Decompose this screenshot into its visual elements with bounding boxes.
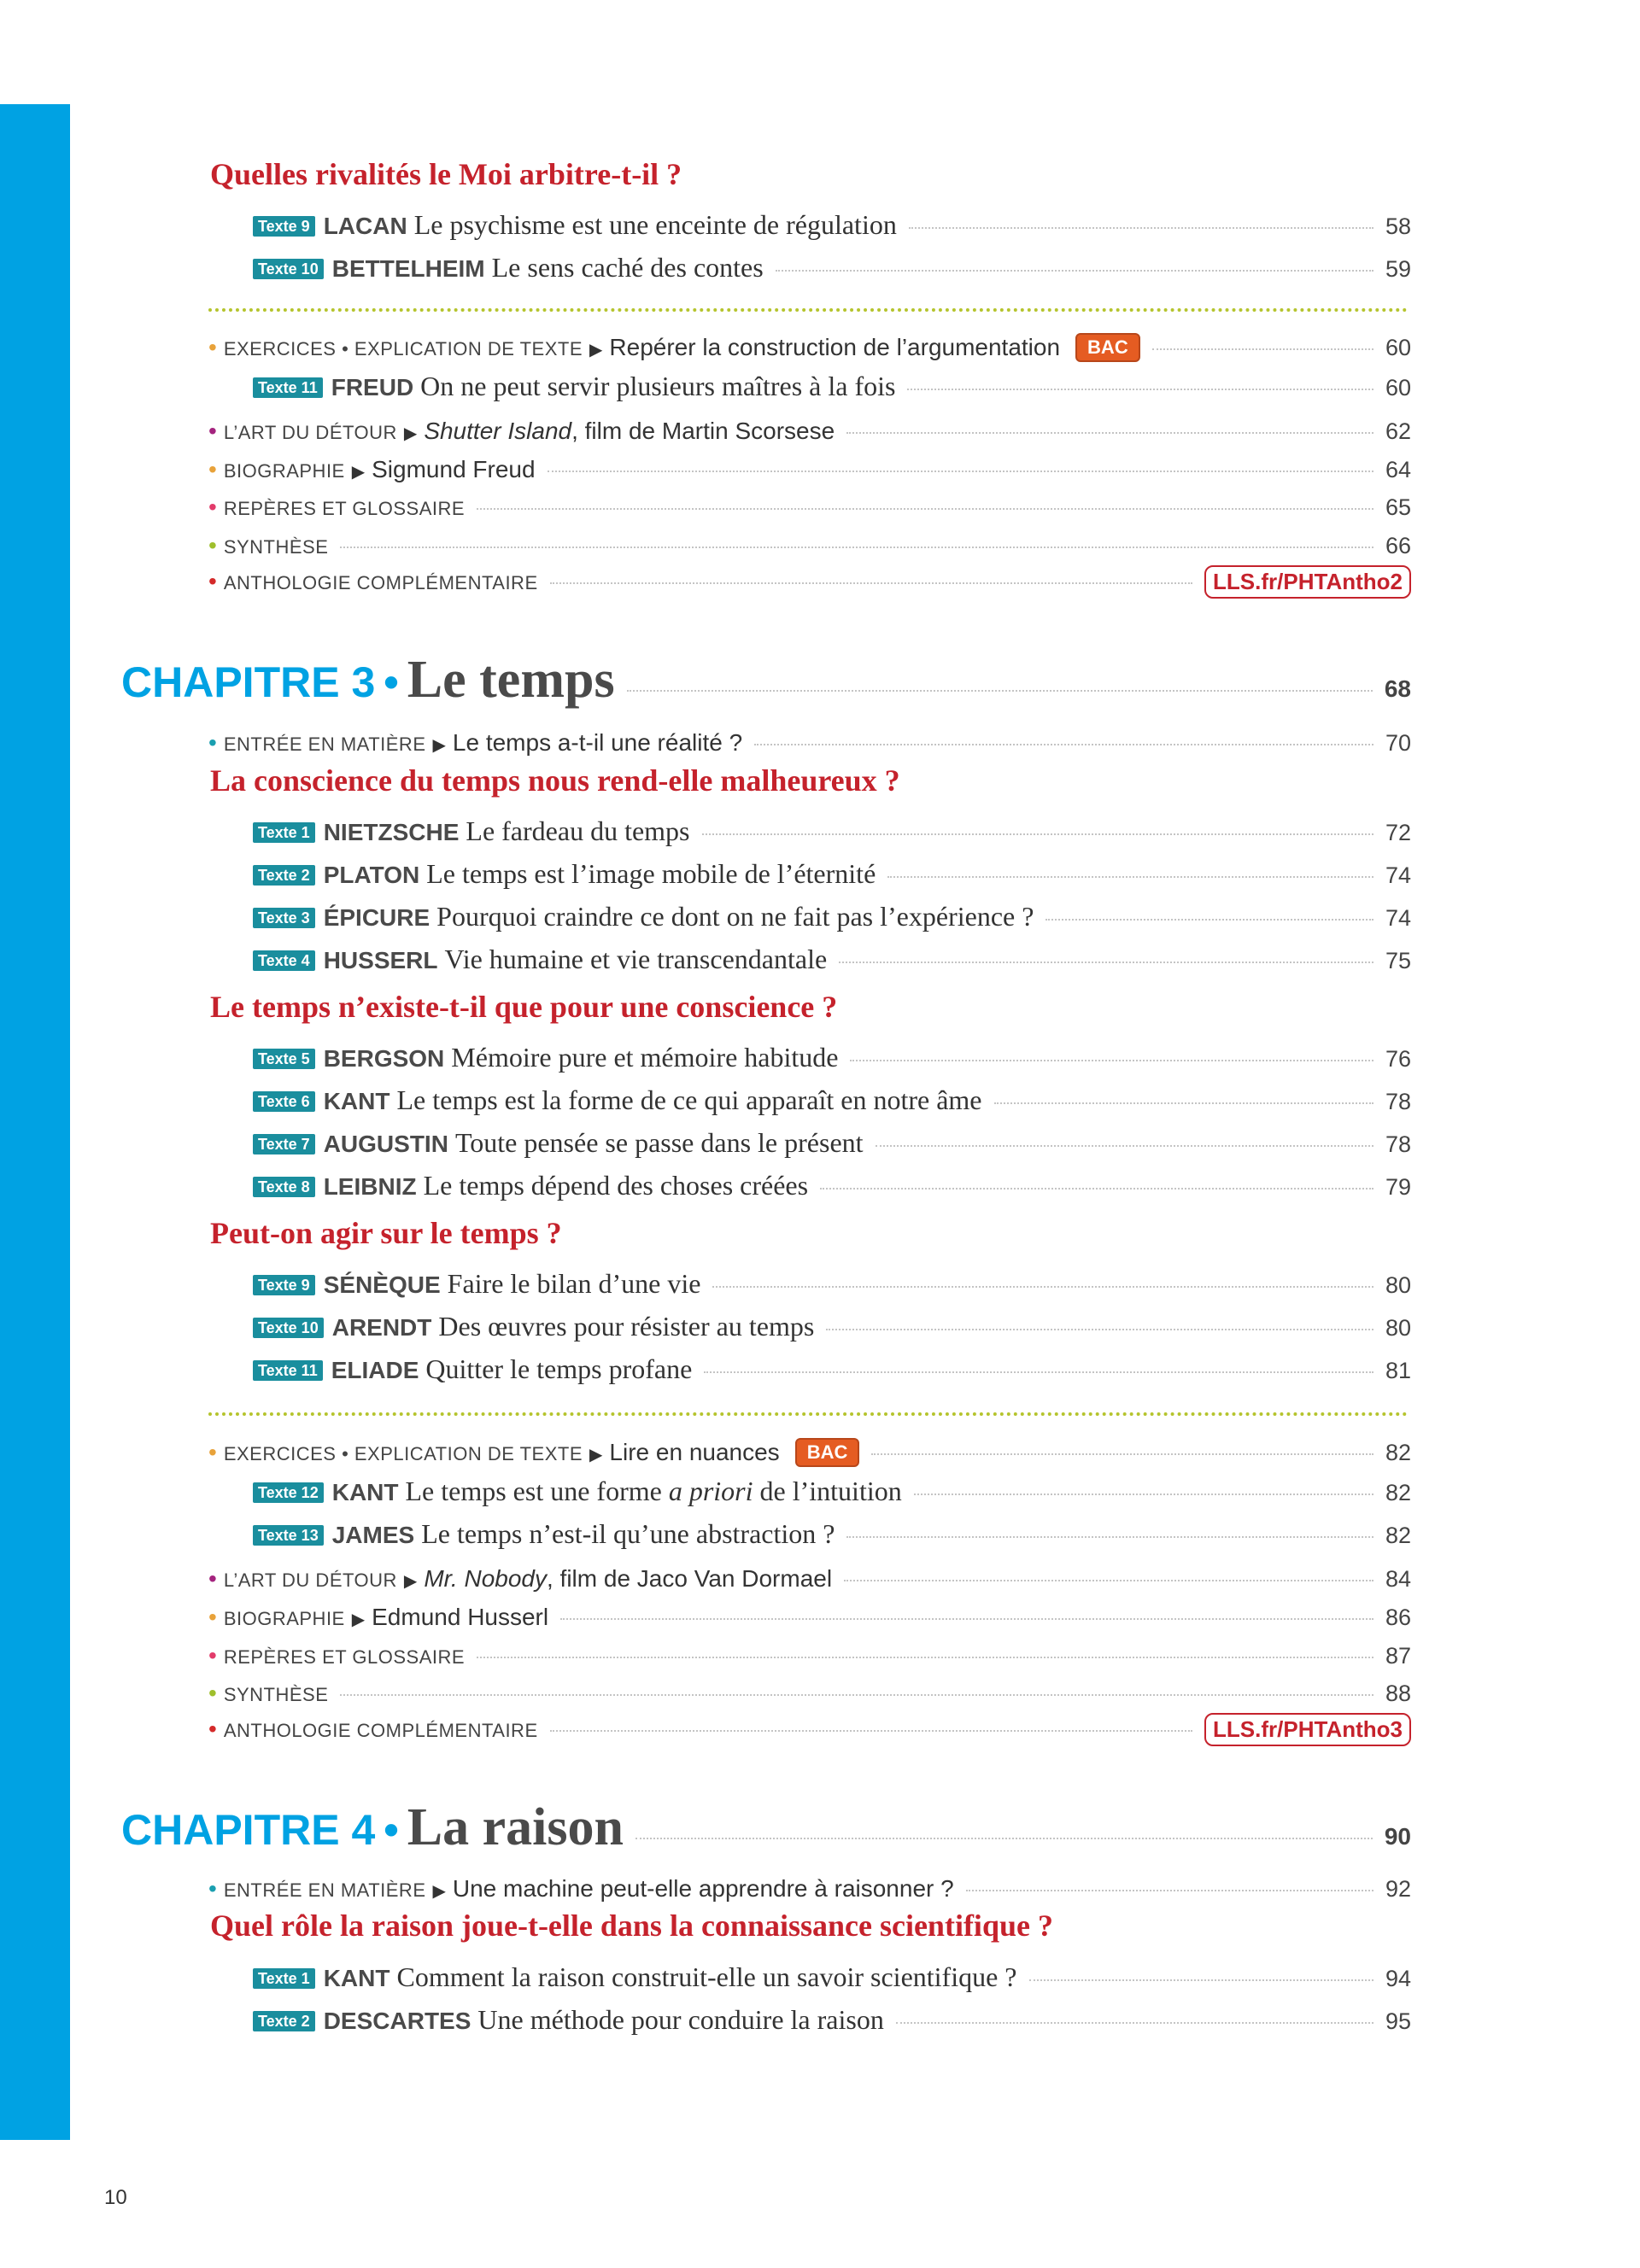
dot-leader [1152, 348, 1374, 350]
entry-desc: Repérer la construction de l’argumentation [609, 334, 1061, 360]
page-ref: 94 [1385, 1966, 1411, 1991]
text-badge: Texte 1 [253, 822, 315, 843]
entry-label: L’ART DU DÉTOUR [223, 1569, 397, 1591]
page-ref: 74 [1385, 905, 1411, 931]
author: KANT [323, 1088, 390, 1114]
toc-entry-bio[interactable] [208, 1593, 1411, 1631]
toc-entry-synthese[interactable] [208, 522, 1411, 559]
entry-label: ANTHOLOGIE COMPLÉMENTAIRE [223, 572, 538, 593]
text-badge: Texte 9 [253, 1275, 315, 1295]
toc-entry-reperes[interactable] [208, 1632, 1411, 1669]
text-badge: Texte 9 [253, 216, 315, 237]
author: PLATON [323, 862, 420, 888]
author: ÉPICURE [323, 904, 430, 931]
page-ref: 76 [1385, 1046, 1411, 1072]
entry-desc: Lire en nuances [609, 1439, 780, 1465]
text-badge: Texte 11 [253, 1360, 323, 1381]
arrow-right-icon: ▶ [589, 1446, 603, 1464]
toc-entry-reperes[interactable] [208, 483, 1411, 521]
toc-entry-bio[interactable] [208, 446, 1411, 483]
page-ref: 72 [1385, 820, 1411, 845]
text-badge: Texte 13 [253, 1525, 324, 1546]
entry-desc: Une machine peut-elle apprendre à raisonner ? [452, 1875, 954, 1902]
bullet-icon: • [208, 1680, 217, 1706]
section-separator [208, 308, 1408, 312]
author: KANT [323, 1965, 390, 1991]
toc-entry[interactable] [253, 1305, 1411, 1342]
page-ref: 65 [1385, 494, 1411, 520]
bullet-icon: • [208, 456, 217, 482]
chapter-title: Le temps [407, 651, 615, 709]
toc-entry[interactable] [253, 1164, 1411, 1201]
bullet-icon: • [208, 1565, 217, 1592]
author: KANT [331, 1479, 399, 1505]
entry-title: Pourquoi craindre ce dont on ne fait pas l’expérience ? [436, 901, 1034, 932]
film-title: Mr. Nobody [424, 1565, 547, 1592]
bullet-icon: • [208, 1716, 217, 1742]
arrow-right-icon: ▶ [351, 463, 366, 482]
left-color-band [0, 104, 70, 2140]
entry-label: ENTRÉE EN MATIÈRE [223, 1879, 426, 1901]
entry-title: de l’intuition [759, 1476, 902, 1506]
dot-leader [994, 1102, 1374, 1104]
section-separator [208, 1412, 1408, 1416]
toc-entry[interactable] [253, 1955, 1411, 1993]
bac-badge: BAC [795, 1438, 860, 1467]
dot-leader [844, 1580, 1374, 1581]
page-ref: 82 [1385, 1480, 1411, 1505]
text-badge: Texte 6 [253, 1091, 315, 1112]
arrow-right-icon: ▶ [432, 1882, 446, 1901]
page-ref: 82 [1385, 1440, 1411, 1465]
entry-desc: Le temps a-t-il une réalité ? [452, 729, 743, 756]
dot-leader [754, 744, 1374, 745]
dot-leader [548, 471, 1374, 472]
dot-leader [704, 1371, 1374, 1373]
toc-entry-anthologie[interactable] [208, 1709, 1411, 1746]
entry-title: Le psychisme est une enceinte de régulation [413, 209, 897, 240]
entry-title: Le fardeau du temps [466, 815, 690, 846]
text-badge: Texte 1 [253, 1968, 315, 1989]
toc-entry[interactable] [253, 852, 1411, 890]
entry-label: BIOGRAPHIE [223, 1608, 345, 1629]
anthologie-link[interactable]: LLS.fr/PHTAntho3 [1204, 1713, 1411, 1746]
entry-label: EXERCICES • EXPLICATION DE TEXTE [223, 1443, 583, 1464]
question-heading: Quelles rivalités le Moi arbitre-t-il ? [210, 157, 682, 191]
page-ref: 80 [1385, 1272, 1411, 1298]
entry-title: Mémoire pure et mémoire habitude [451, 1042, 839, 1073]
toc-entry-art[interactable] [208, 1555, 1411, 1593]
dot-leader [1029, 1979, 1374, 1981]
entry-desc: Edmund Husserl [372, 1604, 549, 1630]
text-badge: Texte 3 [253, 908, 315, 928]
dot-leader [702, 833, 1374, 835]
text-badge: Texte 2 [253, 2011, 315, 2031]
page-ref: 74 [1385, 862, 1411, 888]
dot-leader [477, 1657, 1374, 1658]
entry-title: Le temps est la forme de ce qui apparaît en notre âme [396, 1084, 982, 1115]
text-badge: Texte 8 [253, 1177, 315, 1197]
question-heading: Peut-on agir sur le temps ? [210, 1216, 562, 1250]
chapter-title: La raison [407, 1798, 624, 1856]
toc-entry-anthologie[interactable] [208, 561, 1411, 599]
toc-entry-synthese[interactable] [208, 1669, 1411, 1707]
page-ref: 95 [1385, 2008, 1411, 2034]
chapter-dot: • [384, 658, 399, 706]
arrow-right-icon: ▶ [432, 736, 446, 755]
toc-entry-entree[interactable] [208, 1865, 1411, 1903]
entry-title: Le sens caché des contes [491, 252, 764, 283]
entry-label: EXERCICES • EXPLICATION DE TEXTE [223, 338, 583, 359]
author: LACAN [323, 213, 407, 239]
bullet-icon: • [208, 418, 217, 444]
entry-label: L’ART DU DÉTOUR [223, 422, 397, 443]
dot-leader [550, 1730, 1192, 1732]
toc-entry[interactable] [253, 1512, 1411, 1550]
author: AUGUSTIN [323, 1131, 448, 1157]
author: BERGSON [323, 1045, 445, 1072]
bullet-icon: • [208, 729, 217, 756]
author: FREUD [331, 374, 414, 400]
toc-entry[interactable] [253, 1998, 1411, 2036]
text-badge: Texte 5 [253, 1049, 315, 1069]
bullet-icon: • [208, 494, 217, 520]
dot-leader [896, 2022, 1374, 2024]
bullet-icon: • [208, 568, 217, 594]
toc-entry[interactable] [253, 1347, 1411, 1385]
author: JAMES [331, 1522, 415, 1548]
dot-leader [820, 1188, 1374, 1190]
bullet-icon: • [208, 532, 217, 558]
dot-leader [850, 1060, 1374, 1061]
entry-desc: Sigmund Freud [372, 456, 536, 482]
entry-label: ANTHOLOGIE COMPLÉMENTAIRE [223, 1720, 538, 1741]
toc-entry[interactable] [253, 246, 1411, 284]
entry-title: Vie humaine et vie transcendantale [444, 944, 828, 974]
entry-title: Le temps est une forme [405, 1476, 662, 1506]
dot-leader [627, 690, 1373, 692]
entry-label: BIOGRAPHIE [223, 460, 345, 482]
toc-entry[interactable] [253, 1121, 1411, 1159]
dot-leader [712, 1286, 1374, 1288]
bullet-icon: • [208, 1604, 217, 1630]
page-ref: 59 [1385, 256, 1411, 282]
author: NIETZSCHE [323, 819, 460, 845]
dot-leader [846, 1536, 1373, 1538]
anthologie-link[interactable]: LLS.fr/PHTAntho2 [1204, 565, 1411, 599]
page-ref: 78 [1385, 1089, 1411, 1114]
arrow-right-icon: ▶ [351, 1610, 366, 1629]
dot-leader [776, 270, 1374, 272]
entry-title: Comment la raison construit-elle un savoir scientifique ? [396, 1961, 1017, 1992]
toc-entry-exercices[interactable] [208, 1431, 1411, 1469]
question-heading: Quel rôle la raison joue-t-elle dans la connaissance scientifique ? [210, 1909, 1053, 1943]
page-ref: 64 [1385, 457, 1411, 482]
entry-label: SYNTHÈSE [223, 536, 329, 558]
toc-entry[interactable] [253, 810, 1411, 847]
bullet-icon: • [208, 1642, 217, 1669]
page-ref: 86 [1385, 1605, 1411, 1630]
page-ref: 84 [1385, 1566, 1411, 1592]
author: SÉNÈQUE [323, 1271, 441, 1298]
entry-title: Le temps dépend des choses créées [423, 1170, 809, 1201]
page-ref: 75 [1385, 948, 1411, 973]
entry-label: SYNTHÈSE [223, 1684, 329, 1705]
chapter-label: CHAPITRE 3 [121, 658, 376, 706]
dot-leader [887, 876, 1374, 878]
arrow-right-icon: ▶ [589, 341, 603, 359]
chapter-label: CHAPITRE 4 [121, 1806, 376, 1854]
page-ref: 81 [1385, 1358, 1411, 1383]
toc-entry[interactable] [253, 895, 1411, 932]
toc-entry-entree[interactable] [208, 719, 1411, 757]
dot-leader [340, 547, 1374, 548]
arrow-right-icon: ▶ [403, 424, 418, 443]
toc-entry-art[interactable] [208, 407, 1411, 445]
question-heading: La conscience du temps nous rend-elle malheureux ? [210, 763, 900, 798]
dot-leader [340, 1694, 1374, 1696]
page-number: 10 [104, 2186, 127, 2209]
entry-label: REPÈRES ET GLOSSAIRE [223, 1646, 466, 1668]
entry-title: Quitter le temps profane [425, 1353, 693, 1384]
dot-leader [914, 1493, 1374, 1495]
dot-leader [876, 1145, 1374, 1147]
toc-entry[interactable] [253, 365, 1411, 402]
page-ref: 80 [1385, 1315, 1411, 1341]
entry-label: ENTRÉE EN MATIÈRE [223, 734, 426, 755]
page-ref: 70 [1385, 730, 1411, 756]
author: BETTELHEIM [331, 255, 485, 282]
question-heading: Le temps n’existe-t-il que pour une conscience ? [210, 990, 838, 1024]
film-title: Shutter Island [424, 418, 572, 444]
dot-leader [909, 227, 1374, 229]
chapter-heading[interactable] [121, 651, 1411, 710]
arrow-right-icon: ▶ [403, 1572, 418, 1591]
text-badge: Texte 7 [253, 1134, 315, 1154]
toc-entry[interactable] [253, 1036, 1411, 1073]
dot-leader [846, 432, 1374, 434]
text-badge: Texte 10 [253, 259, 324, 279]
dot-leader [550, 582, 1192, 584]
author: DESCARTES [323, 2008, 472, 2034]
text-badge: Texte 11 [253, 377, 323, 398]
dot-leader [560, 1618, 1374, 1620]
text-badge: Texte 12 [253, 1482, 324, 1503]
toc-entry[interactable] [253, 1470, 1411, 1507]
entry-title: Faire le bilan d’une vie [447, 1268, 701, 1299]
entry-title: Le temps n’est-il qu’une abstraction ? [421, 1518, 835, 1549]
entry-title: Une méthode pour conduire la raison [477, 2004, 884, 2035]
toc-entry-exercices[interactable] [208, 326, 1411, 364]
author: ARENDT [331, 1314, 432, 1341]
entry-desc: , film de Jaco Van Dormael [547, 1565, 833, 1592]
page-ref: 88 [1385, 1681, 1411, 1706]
chapter-heading[interactable] [121, 1798, 1411, 1858]
page-ref: 66 [1385, 533, 1411, 558]
bac-badge: BAC [1075, 333, 1140, 362]
page-ref: 60 [1385, 335, 1411, 360]
entry-label: REPÈRES ET GLOSSAIRE [223, 498, 466, 519]
toc-entry[interactable] [253, 1262, 1411, 1300]
text-badge: Texte 10 [253, 1318, 324, 1338]
page-ref: 82 [1385, 1523, 1411, 1548]
dot-leader [1046, 919, 1374, 921]
bullet-icon: • [208, 334, 217, 360]
entry-title: Des œuvres pour résister au temps [438, 1311, 815, 1342]
chapter-dot: • [384, 1806, 399, 1854]
author: HUSSERL [323, 947, 438, 973]
text-badge: Texte 2 [253, 865, 315, 886]
page-ref: 79 [1385, 1174, 1411, 1200]
toc-entry[interactable] [253, 938, 1411, 975]
page-ref: 62 [1385, 418, 1411, 444]
dot-leader [871, 1453, 1374, 1455]
entry-title-italic: a priori [668, 1476, 753, 1506]
page-ref: 60 [1385, 375, 1411, 400]
page-ref: 68 [1384, 675, 1411, 702]
author: LEIBNIZ [323, 1173, 417, 1200]
page-ref: 92 [1385, 1876, 1411, 1902]
dot-leader [826, 1329, 1374, 1330]
page-ref: 78 [1385, 1131, 1411, 1157]
dot-leader [636, 1838, 1373, 1839]
entry-desc: , film de Martin Scorsese [571, 418, 835, 444]
bullet-icon: • [208, 1875, 217, 1902]
text-badge: Texte 4 [253, 950, 315, 971]
toc-entry[interactable] [253, 1078, 1411, 1116]
bullet-icon: • [208, 1439, 217, 1465]
entry-title: On ne peut servir plusieurs maîtres à la fois [420, 371, 896, 401]
entry-title: Toute pensée se passe dans le présent [454, 1127, 864, 1158]
dot-leader [477, 508, 1374, 510]
page-ref: 90 [1384, 1823, 1411, 1850]
author: ELIADE [331, 1357, 419, 1383]
dot-leader [839, 962, 1374, 963]
page-ref: 58 [1385, 213, 1411, 239]
page-ref: 87 [1385, 1643, 1411, 1669]
dot-leader [907, 389, 1373, 390]
dot-leader [966, 1890, 1374, 1891]
entry-title: Le temps est l’image mobile de l’éternité [426, 858, 876, 889]
toc-entry[interactable] [253, 203, 1411, 241]
